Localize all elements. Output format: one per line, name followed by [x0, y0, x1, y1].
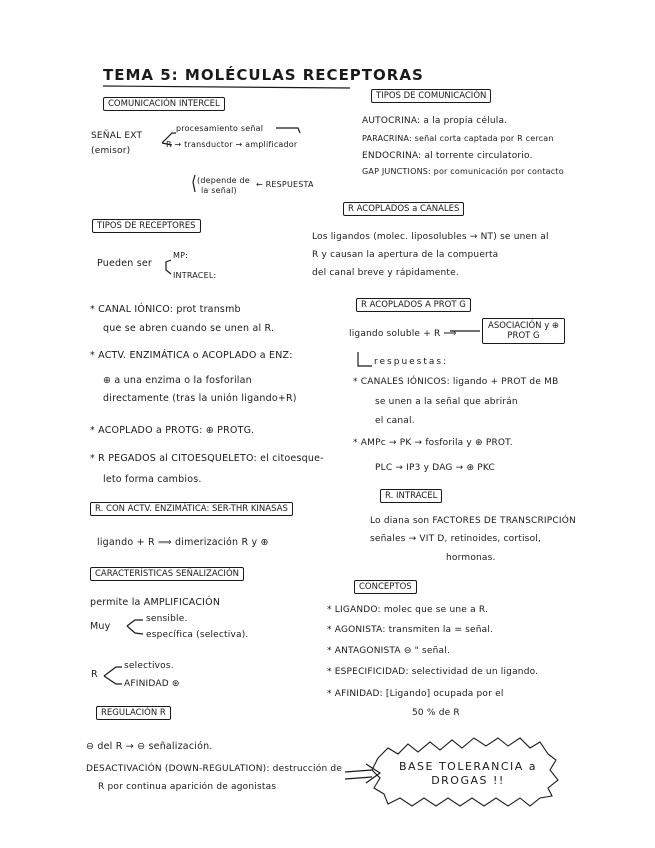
emisor: (emisor) [91, 146, 131, 156]
canal-ionico-line1: * CANAL IÓNICO: prot transmb [90, 304, 241, 315]
r-intracel-line3: hormonas. [446, 553, 496, 563]
la-senal: la señal) [201, 186, 237, 195]
acoplado-protg: * ACOPLADO a PROTG: ⊕ PROTG. [90, 425, 255, 436]
r-con-actv-line: ligando + R ⟹ dimerización R y ⊕ [97, 537, 269, 548]
asociacion-line1: ASOCIACIÓN y ⊕ [488, 321, 560, 331]
regulacion-box: REGULACIÓN R [96, 706, 171, 720]
regulacion-line2: DESACTIVACIÓN (DOWN-REGULATION): destrucción de [86, 764, 343, 774]
acoplados-protg-box: R ACOPLADOS A PROT G [356, 298, 471, 312]
mp-label: MP: [173, 251, 189, 260]
r-pegados-line2: leto forma cambios. [103, 474, 202, 485]
r-intracel-line1: Lo diana son FACTORES DE TRANSCRIPCIÓN [370, 516, 576, 526]
acoplados-canales-box: R ACOPLADOS a CANALES [343, 202, 464, 216]
r-con-actv-box: R. CON ACTV. ENZIMÁTICA: SER-THR KINASAS [90, 502, 293, 516]
asociacion-line2: PROT G [507, 331, 540, 342]
sensible: sensible. [146, 614, 188, 624]
concepto-ligando: * LIGANDO: molec que se une a R. [327, 605, 489, 615]
page-title: TEMA 5: MOLÉCULAS RECEPTORAS [103, 66, 424, 84]
intracel-label: INTRACEL: [173, 271, 217, 280]
muy-label: Muy [90, 621, 111, 632]
r-transductor: R → transductor → amplificador [166, 140, 298, 149]
regulacion-line3: R por continua aparición de agonistas [98, 782, 277, 792]
amplificacion-line: permite la AMPLIFICACIÓN [90, 597, 221, 608]
r-intracel-line2: señales → VIT D, retinoides, cortisol, [370, 534, 542, 544]
actv-enzimatica-line1: * ACTV. ENZIMÁTICA o ACOPLADO a ENZ: [90, 350, 293, 361]
acoplados-canales-line3: del canal breve y rápidamente. [312, 268, 459, 278]
depende-de: (depende de [197, 176, 250, 185]
actv-enzimatica-line3: directamente (tras la unión ligando+R) [103, 393, 297, 404]
tipos-comunicacion-box: TIPOS DE COMUNICACIÓN [371, 89, 491, 103]
respuesta: ← RESPUESTA [256, 180, 314, 189]
afinidad-mark: AFINIDAD ⊛ [124, 679, 180, 689]
asociacion-box [482, 318, 565, 344]
concepto-especificidad: * ESPECIFICIDAD: selectividad de un ligando. [327, 667, 539, 677]
canal-ionico-line2: que se abren cuando se unen al R. [103, 323, 275, 334]
selectivos: selectivos. [124, 661, 174, 671]
canales-ionicos-line2: se unen a la señal que abrirán [375, 397, 518, 407]
canales-ionicos-line3: el canal. [375, 416, 415, 426]
regulacion-line1: ⊖ del R → ⊖ señalización. [86, 741, 213, 752]
senal-ext: SEÑAL EXT [91, 131, 143, 141]
procesamiento: procesamiento señal [176, 124, 264, 133]
paracrina: PARACRINA: señal corta captada por R cercan [362, 134, 554, 143]
canales-ionicos-line1: * CANALES IÓNICOS: ligando + PROT de MB [353, 377, 559, 387]
ampc-line: * AMPc → PK → fosforila y ⊕ PROT. [353, 438, 513, 448]
acoplados-canales-line2: R y causan la apertura de la compuerta [312, 250, 499, 260]
concepto-afinidad2: 50 % de R [412, 708, 460, 718]
especifica: específica (selectiva). [146, 630, 249, 640]
autocrina: AUTOCRINA: a la propia célula. [362, 116, 508, 126]
r-pegados-line1: * R PEGADOS al CITOESQUELETO: el citoesque- [90, 453, 324, 464]
r-letter: R [91, 669, 98, 680]
actv-enzimatica-line2: ⊕ a una enzima o la fosforilan [103, 375, 252, 386]
concepto-antagonista: * ANTAGONISTA ⊖ " señal. [327, 646, 451, 656]
caracteristicas-box: CARACTERÍSTICAS SEÑALIZACIÓN [90, 567, 244, 581]
tipos-receptores-box: TIPOS DE RECEPTORES [92, 219, 201, 233]
conceptos-box: CONCEPTOS [354, 580, 417, 594]
respuestas: respuestas: [374, 357, 449, 367]
r-intracel-box: R. INTRACEL [380, 489, 442, 503]
comunicacion-box: COMUNICACIÓN INTERCEL [103, 97, 225, 111]
plc-line: PLC → IP3 y DAG → ⊕ PKC [375, 463, 495, 473]
gap-junctions: GAP JUNCTIONS: por comunicación por contacto [362, 167, 564, 176]
acoplados-canales-line1: Los ligandos (molec. liposolubles → NT) se unen al [312, 232, 549, 242]
pueden-ser: Pueden ser [97, 258, 153, 269]
concepto-afinidad1: * AFINIDAD: [Ligando] ocupada por el [327, 689, 504, 699]
endocrina: ENDOCRINA: al torrente circulatorio. [362, 151, 533, 161]
concepto-agonista: * AGONISTA: transmiten la = señal. [327, 625, 494, 635]
ligando-soluble: ligando soluble + R ⟹ [349, 329, 457, 339]
cloud-text: BASE TOLERANCIA a DROGAS !! [398, 760, 538, 787]
